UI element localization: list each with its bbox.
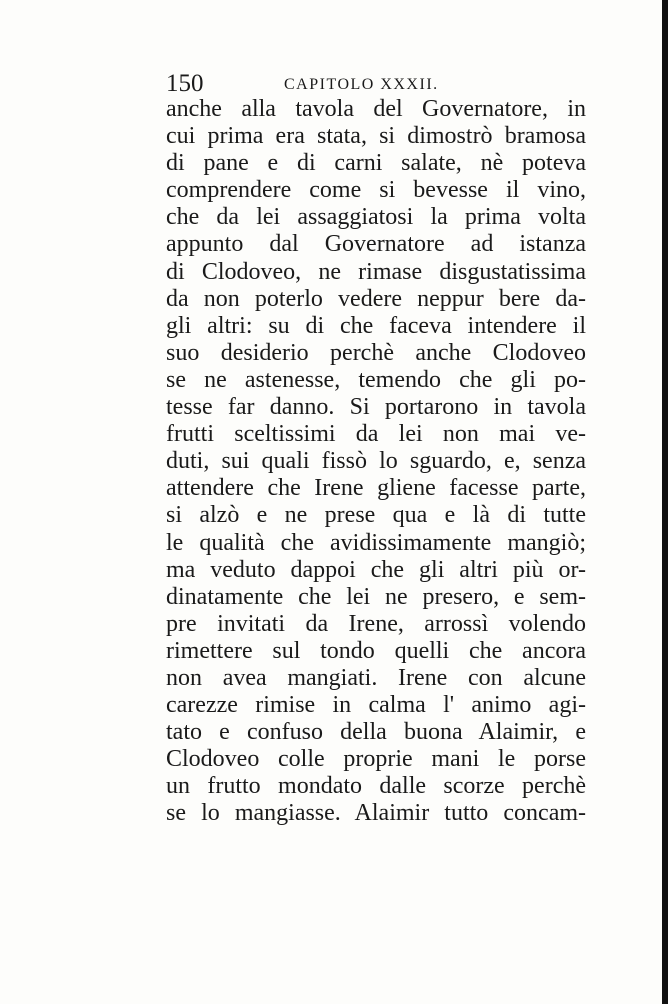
text-line: tato e confuso della buona Alaimir, e xyxy=(166,719,586,746)
text-line: le qualità che avidissimamente mangiò; xyxy=(166,529,586,556)
text-line: gli altri: su di che faceva intendere il xyxy=(166,312,586,339)
text-line: carezze rimise in calma l' animo agi- xyxy=(166,692,586,719)
text-line: attendere che Irene gliene facesse parte, xyxy=(166,475,586,502)
text-line: rimettere sul tondo quelli che ancora xyxy=(166,637,586,664)
text-line: un frutto mondato dalle scorze perchè xyxy=(166,773,586,800)
text-line: comprendere come si bevesse il vino, xyxy=(166,177,586,204)
body-text xyxy=(166,96,586,828)
text-line: appunto dal Governatore ad istanza xyxy=(166,231,586,258)
running-head: CAPITOLO XXXII. xyxy=(284,76,439,93)
page-header xyxy=(166,70,586,98)
text-line: dinatamente che lei ne presero, e sem- xyxy=(166,583,586,610)
text-line: suo desiderio perchè anche Clodoveo xyxy=(166,339,586,366)
text-line: di pane e di carni salate, nè poteva xyxy=(166,150,586,177)
page-number: 150 xyxy=(166,70,204,97)
text-line: se ne astenesse, temendo che gli po- xyxy=(166,366,586,393)
text-line: ma veduto dappoi che gli altri più or- xyxy=(166,556,586,583)
text-line: frutti sceltissimi da lei non mai ve- xyxy=(166,421,586,448)
text-line: se lo mangiasse. Alaimir tutto concam- xyxy=(166,800,586,827)
text-line: non avea mangiati. Irene con alcune xyxy=(166,664,586,691)
text-line: Clodoveo colle proprie mani le porse xyxy=(166,746,586,773)
text-line: che da lei assaggiatosi la prima volta xyxy=(166,204,586,231)
text-line: tesse far danno. Si portarono in tavola xyxy=(166,394,586,421)
text-line: anche alla tavola del Governatore, in xyxy=(166,96,586,122)
scan-edge-shadow xyxy=(662,0,668,1004)
text-line: di Clodoveo, ne rimase disgustatissima xyxy=(166,258,586,285)
text-line: duti, sui quali fissò lo sguardo, e, senza xyxy=(166,448,586,475)
text-line: da non poterlo vedere neppur bere da- xyxy=(166,285,586,312)
text-line: pre invitati da Irene, arrossì volendo xyxy=(166,610,586,637)
text-line: si alzò e ne prese qua e là di tutte xyxy=(166,502,586,529)
text-line: cui prima era stata, si dimostrò bramosa xyxy=(166,123,586,150)
